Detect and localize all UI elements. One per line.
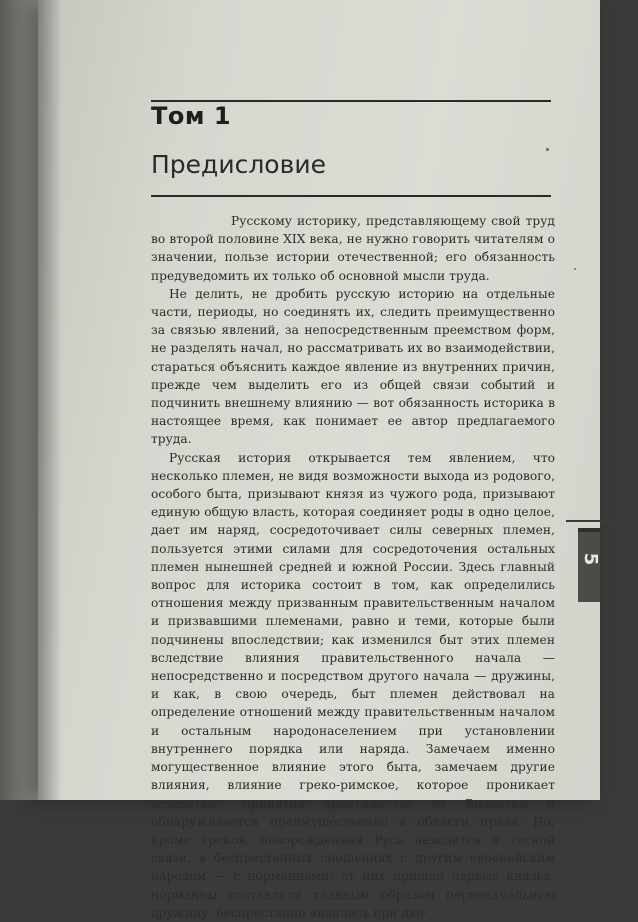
- page-gutter-shadow: [38, 0, 62, 800]
- volume-heading: Том 1: [151, 102, 232, 130]
- paragraph: Русскому историку, представляющему свой труд во второй половине XIX века, не нужно говорить читателям о значении, пользе истории отечественной; его обязанность предуведомить их только об основной мысли труда.: [151, 214, 555, 283]
- page-number: 5: [580, 552, 601, 566]
- chapter-title: Предисловие: [151, 150, 326, 179]
- header-bottom-rule: [151, 195, 551, 197]
- paper-speck: [574, 268, 576, 270]
- body-text: [151, 212, 555, 922]
- paragraph: Не делить, не дробить русскую историю на отдельные части, периоды, но соединять их, следить преимущественно за связью явлений, за непосредственным преемством форм, не разделять начал, но рассматривать их во взаимодействии, стараться объяснить каждое явление из внутренних причин, прежде чем выделить его из общей связи событий и подчинить внешнему влиянию — вот обязанность историка в настоящее время, как понимает ее автор предлагаемого труда.: [151, 286, 555, 447]
- thumb-tab-rule: [566, 520, 638, 522]
- book-page: [38, 0, 601, 920]
- paragraph: Русская история открывается тем явлением, что несколько племен, не видя возможности выхода из родового, особого быта, призывают князя из чужого рода, призывают единую общую власть, которая соединяет роды в одно целое, дает им наряд, сосредоточивает силы северных племен, пользуется этими силами для сосредоточения остальных племен нынешней средней и южной России. Здесь главный вопрос для историка состоит в том, как определились отношения между призванным правительственным началом и призвавшими племенами, равно и теми, которые были подчинены впоследствии; как изменился быт этих племен вследствие влияния правительственного начала — непосредственно и посредством другого начала — дружины, и как, в свою очередь, быт племен действовал на определение отношений между правительственным началом и остальным народонаселением при установлении внутреннего порядка или наряда. Замечаем именно могущественное влияние этого быта, замечаем другие влияния, влияние греко-римское, которое проникает вследствие принятия христианства от Византии и обнаруживается преимущественно в области права. Но, кроме греков, новорожденная Русь находится в тесной связи, в беспрестанных сношениях с другим европейским народом — с норманнами: от них пришли первые князья, норманны составляли главным образом первоначальную дружину, беспрестанно являлись при дво-: [151, 450, 555, 920]
